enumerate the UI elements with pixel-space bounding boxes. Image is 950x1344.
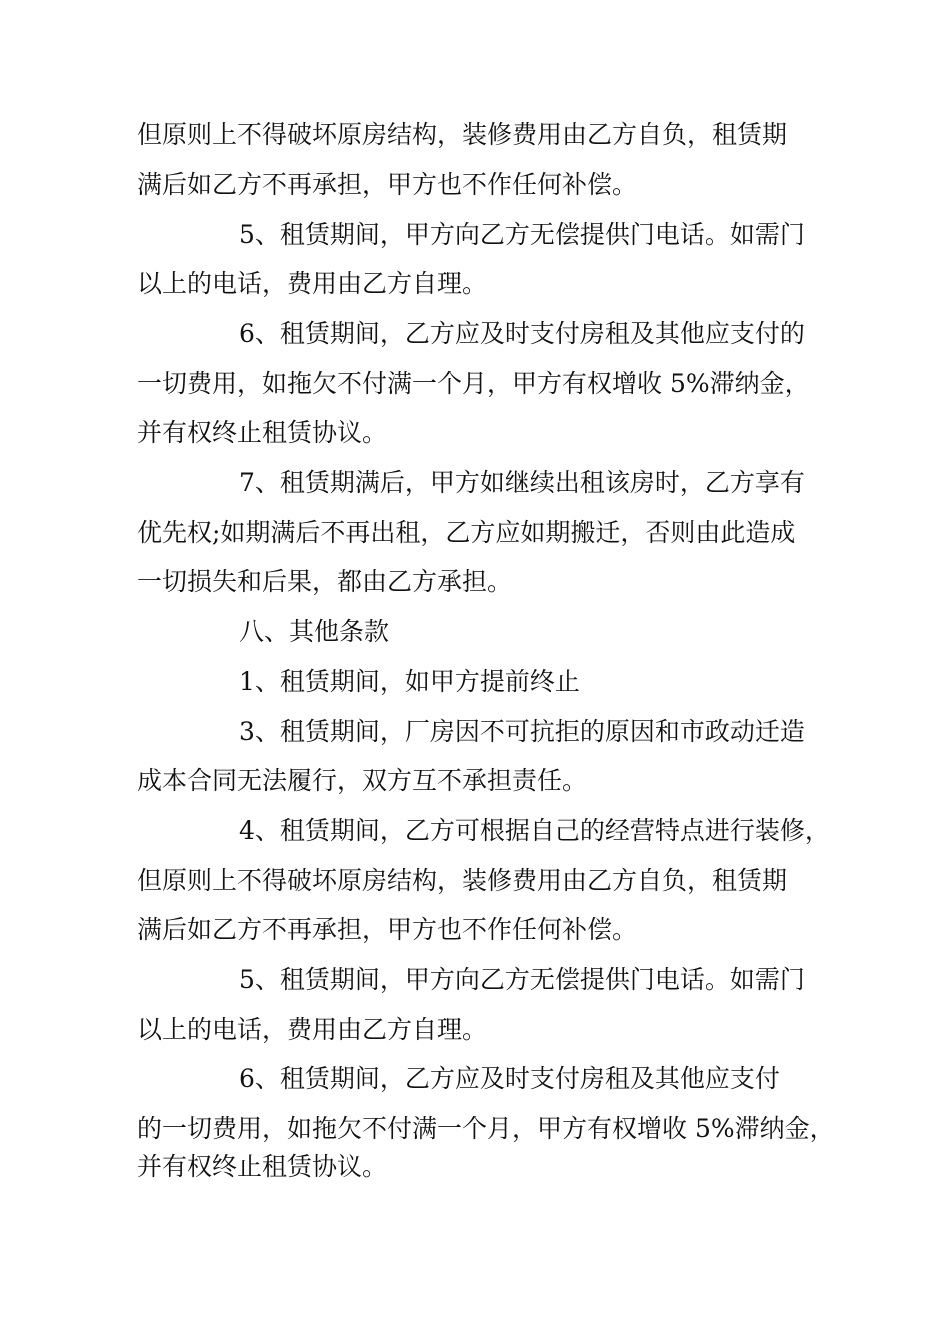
text-line: 4、租赁期间，乙方可根据自己的经营特点进行装修， xyxy=(239,816,830,845)
text-line: 但原则上不得破坏原房结构，装修费用由乙方自负，租赁期 xyxy=(137,120,788,149)
text-line: 满后如乙方不再承担，甲方也不作任何补偿。 xyxy=(137,915,638,944)
text-line: 成本合同无法履行，双方互不承担责任。 xyxy=(137,766,588,795)
text-line: 的一切费用，如拖欠不付满一个月，甲方有权增收 5%滞纳金， xyxy=(137,1114,835,1143)
text-line: 一切费用，如拖欠不付满一个月，甲方有权增收 5%滞纳金， xyxy=(137,369,810,398)
text-line: 一切损失和后果，都由乙方承担。 xyxy=(137,567,513,596)
text-line: 6、租赁期间，乙方应及时支付房租及其他应支付 xyxy=(239,1064,780,1093)
text-line: 以上的电话，费用由乙方自理。 xyxy=(137,1015,488,1044)
text-line: 6、租赁期间，乙方应及时支付房租及其他应支付的 xyxy=(239,319,805,348)
text-line: 7、租赁期满后，甲方如继续出租该房时，乙方享有 xyxy=(239,468,805,497)
text-line: 并有权终止租赁协议。 xyxy=(137,1152,388,1181)
text-line: 5、租赁期间，甲方向乙方无偿提供门电话。如需门 xyxy=(239,220,805,249)
text-line: 满后如乙方不再承担，甲方也不作任何补偿。 xyxy=(137,170,638,199)
text-line: 以上的电话，费用由乙方自理。 xyxy=(137,269,488,298)
section-heading: 八、其他条款 xyxy=(239,617,390,646)
text-line: 并有权终止租赁协议。 xyxy=(137,418,388,447)
text-line: 优先权;如期满后不再出租，乙方应如期搬迁，否则由此造成 xyxy=(137,518,796,547)
text-line: 1、租赁期间，如甲方提前终止 xyxy=(239,667,580,696)
text-line: 5、租赁期间，甲方向乙方无偿提供门电话。如需门 xyxy=(239,965,805,994)
text-line: 但原则上不得破坏原房结构，装修费用由乙方自负，租赁期 xyxy=(137,866,788,895)
text-line: 3、租赁期间，厂房因不可抗拒的原因和市政动迁造 xyxy=(239,717,805,746)
